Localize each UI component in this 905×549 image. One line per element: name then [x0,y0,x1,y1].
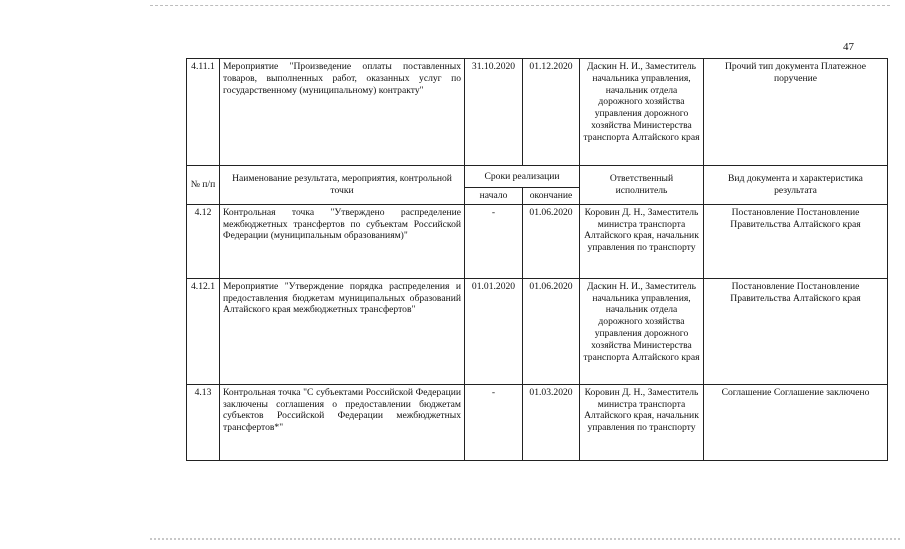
table-row [187,59,888,166]
row-start-date: - [465,204,523,278]
measures-table [186,58,888,461]
row-name: Контрольная точка "Утверждено распределение межбюджетных трансфертов по субъектам Российской Федерации (муниципальным образованиям)" [220,204,465,278]
row-number: 4.11.1 [187,59,220,166]
row-end-date: 01.06.2020 [523,278,580,384]
row-name: Мероприятие "Произведение оплаты поставленных товаров, выполненных работ, оказанных услуг по государственному (муниципальному) контракту" [220,59,465,166]
row-document: Постановление Постановление Правительства Алтайского края [704,204,888,278]
header-end: окончание [523,188,580,205]
row-number: 4.13 [187,384,220,460]
scan-edge-top [150,5,890,6]
row-document: Прочий тип документа Платежное поручение [704,59,888,166]
row-number: 4.12 [187,204,220,278]
header-start: начало [465,188,523,205]
row-start-date: - [465,384,523,460]
page-number: 47 [843,41,854,53]
header-period: Сроки реализации [465,166,580,188]
row-end-date: 01.06.2020 [523,204,580,278]
header-num: № п/п [187,166,220,205]
row-number: 4.12.1 [187,278,220,384]
table-row [187,204,888,278]
table-row [187,384,888,460]
row-responsible: Коровин Д. Н., Заместитель министра транспорта Алтайского края, начальник управления по транспорту [580,384,704,460]
row-document: Соглашение Соглашение заключено [704,384,888,460]
row-responsible: Даскин Н. И., Заместитель начальника управления, начальник отдела дорожного хозяйства управления дорожного хозяйства Министерства транспорта Алтайского края [580,278,704,384]
row-end-date: 01.03.2020 [523,384,580,460]
row-document: Постановление Постановление Правительства Алтайского края [704,278,888,384]
header-responsible: Ответственный исполнитель [580,166,704,205]
row-responsible: Коровин Д. Н., Заместитель министра транспорта Алтайского края, начальник управления по транспорту [580,204,704,278]
row-name: Контрольная точка "С субъектами Российской Федерации заключены соглашения о предоставлении бюджетам субъектов Российской Федерации межбюджетных трансфертов*" [220,384,465,460]
row-name: Мероприятие "Утверждение порядка распределения и предоставления бюджетам муниципальных образований Алтайского края межбюджетных трансфертов" [220,278,465,384]
row-start-date: 01.01.2020 [465,278,523,384]
header-name: Наименование результата, мероприятия, контрольной точки [220,166,465,205]
row-responsible: Даскин Н. И., Заместитель начальника управления, начальник отдела дорожного хозяйства управления дорожного хозяйства Министерства транспорта Алтайского края [580,59,704,166]
header-document: Вид документа и характеристика результата [704,166,888,205]
table-header-row [187,166,888,188]
row-end-date: 01.12.2020 [523,59,580,166]
scan-edge-bottom [150,538,900,540]
table-row [187,278,888,384]
row-start-date: 31.10.2020 [465,59,523,166]
